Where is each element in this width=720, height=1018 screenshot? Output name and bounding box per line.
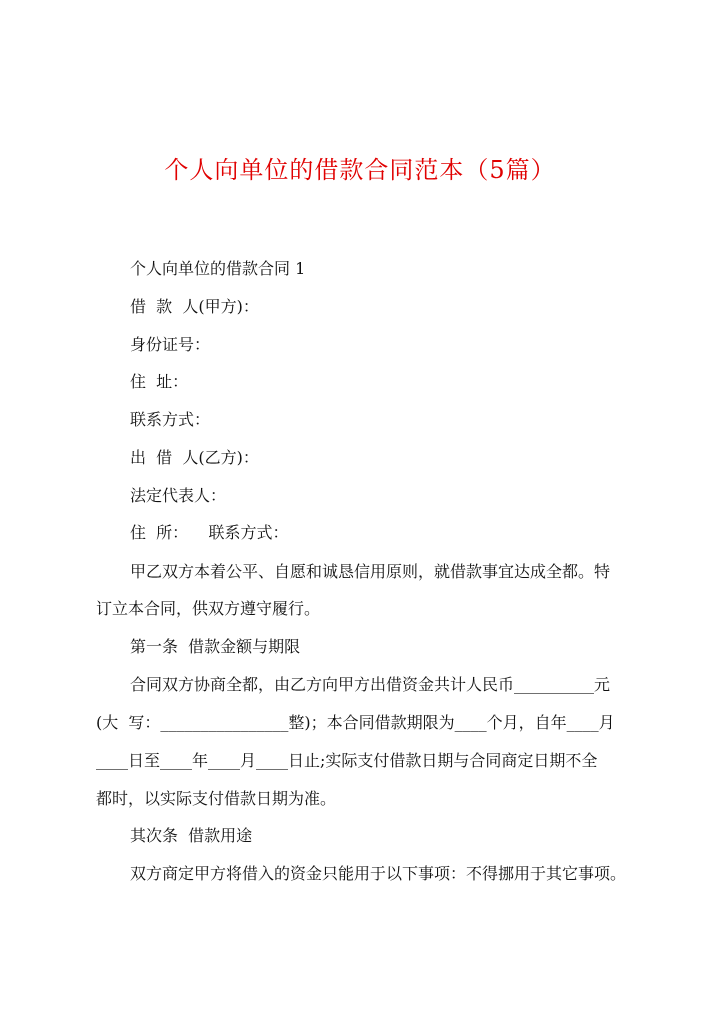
paragraph-line: 都时，以实际支付借款日期为准。 [96,789,337,808]
article-heading: 其次条 借款用途 [130,826,253,845]
field-contact: 联系方式： [130,410,211,429]
paragraph-line: (大 写：________________整)；本合同借款期限为____个月，自年____月 [96,713,615,732]
paragraph-line: 甲乙双方本着公平、自愿和诚恳信用原则，就借款事宜达成全都。特 [130,562,611,581]
field-borrower: 借 款 人(甲方)： [130,297,259,316]
paragraph-line: ____日至____年____月____日止;实际支付借款日期与合同商定日期不全 [96,751,598,770]
section-heading: 个人向单位的借款合同 1 [130,259,306,278]
field-address: 住 址： [130,372,189,391]
field-residence-contact: 住 所： 联系方式： [130,523,289,542]
paragraph-line: 合同双方协商全都，由乙方向甲方出借资金共计人民币__________元 [130,675,611,694]
field-lender: 出 借 人(乙方)： [130,448,259,467]
paragraph-line: 订立本合同，供双方遵守履行。 [96,599,321,618]
article-heading: 第一条 借款金额与期限 [130,637,301,656]
paragraph-line: 双方商定甲方将借入的资金只能用于以下事项：不得挪用于其它事项。 [130,864,627,883]
document-title: 个人向单位的借款合同范本（5篇） [164,156,556,184]
field-id-number: 身份证号： [130,335,211,354]
field-legal-rep: 法定代表人： [130,486,227,505]
